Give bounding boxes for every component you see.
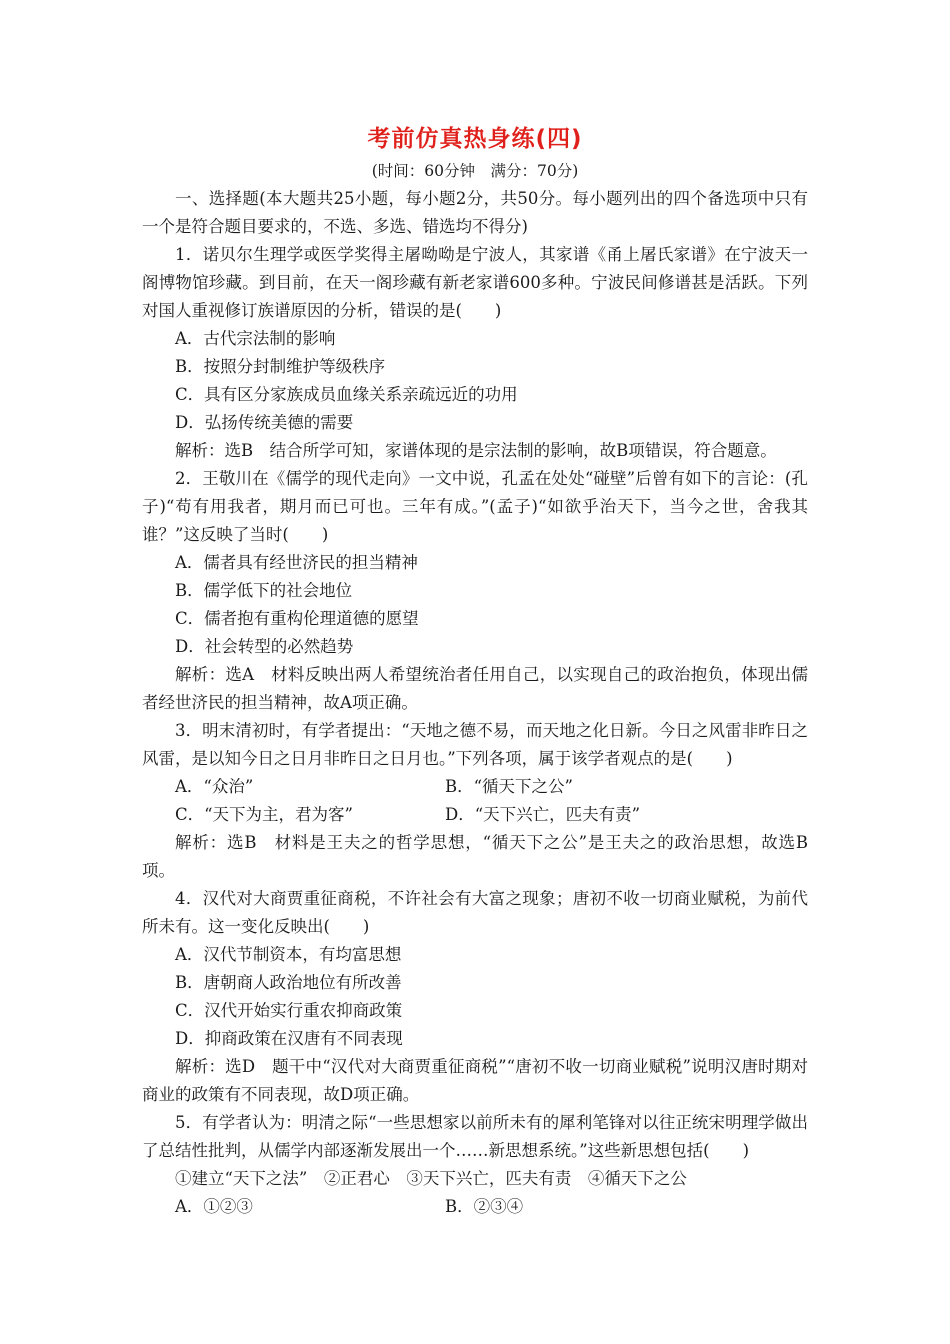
- question-2-option-a: A．儒者具有经世济民的担当精神: [175, 553, 418, 572]
- question-4-option-c: C．汉代开始实行重农抑商政策: [175, 1001, 403, 1020]
- question-3-analysis: 解析：选B 材料是王夫之的哲学思想，“循天下之公”是王夫之的政治思想，故选B项。: [142, 833, 808, 880]
- question-4-option-b: B．唐朝商人政治地位有所改善: [175, 973, 402, 992]
- question-1-option-c: C．具有区分家族成员血缘关系亲疏远近的功用: [175, 385, 518, 404]
- question-3-option-d: D．“天下兴亡，匹夫有责”: [445, 805, 641, 824]
- question-2-option-b: B．儒学低下的社会地位: [175, 581, 353, 600]
- question-2-option-c: C．儒者抱有重构伦理道德的愿望: [175, 609, 419, 628]
- question-4-option-a: A．汉代节制资本，有均富思想: [175, 945, 402, 964]
- section-heading: 一、选择题(本大题共25小题，每小题2分，共50分。每小题列出的四个备选项中只有一个是符合题目要求的，不选、多选、错选均不得分): [142, 189, 808, 236]
- question-5-option-b: B．②③④: [445, 1197, 524, 1216]
- question-4-option-d: D．抑商政策在汉唐有不同表现: [175, 1029, 403, 1048]
- question-1-analysis: 解析：选B 结合所学可知，家谱体现的是宗法制的影响，故B项错误，符合题意。: [175, 441, 777, 460]
- document-body: [142, 185, 808, 1221]
- question-2-stem: 2．王敬川在《儒学的现代走向》一文中说，孔孟在处处“碰壁”后曾有如下的言论：(孔子)“苟有用我者，期月而已可也。三年有成。”(孟子)“如欲乎治天下，当今之世，舍我其谁？”这反映了当时( ): [142, 469, 808, 544]
- question-4-stem: 4．汉代对大商贾重征商税，不许社会有大富之现象；唐初不收一切商业赋税，为前代所未有。这一变化反映出( ): [142, 889, 808, 936]
- question-5-options-row-1: [142, 1193, 808, 1221]
- question-5-items: ①建立“天下之法” ②正君心 ③天下兴亡，匹夫有责 ④循天下之公: [175, 1169, 687, 1188]
- question-2-analysis: 解析：选A 材料反映出两人希望统治者任用自己，以实现自己的政治抱负，体现出儒者经世济民的担当精神，故A项正确。: [142, 665, 808, 712]
- question-2-option-d: D．社会转型的必然趋势: [175, 637, 354, 656]
- question-1-stem: 1．诺贝尔生理学或医学奖得主屠呦呦是宁波人，其家谱《甬上屠氏家谱》在宁波天一阁博物馆珍藏。到目前，在天一阁珍藏有新老家谱600多种。宁波民间修谱甚是活跃。下列对国人重视修订族谱原因的分析，错误的是( ): [142, 245, 808, 320]
- page-subtitle: (时间：60分钟 满分：70分): [371, 162, 579, 180]
- question-3-option-c: C．“天下为主，君为客”: [175, 805, 353, 824]
- question-1-option-b: B．按照分封制维护等级秩序: [175, 357, 386, 376]
- question-1-option-a: A．古代宗法制的影响: [175, 329, 336, 348]
- question-5-stem: 5．有学者认为：明清之际“一些思想家以前所未有的犀利笔锋对以往正统宋明理学做出了总结性批判，从儒学内部逐渐发展出一个……新思想系统。”这些新思想包括( ): [142, 1113, 808, 1160]
- question-5-option-a: A．①②③: [175, 1197, 253, 1216]
- question-3-option-b: B．“循天下之公”: [445, 777, 573, 796]
- question-3-option-a: A．“众治”: [175, 777, 254, 796]
- page-title: 考前仿真热身练(四): [367, 126, 583, 152]
- question-3-options-row-1: [142, 773, 808, 801]
- question-3-options-row-2: [142, 801, 808, 829]
- question-4-analysis: 解析：选D 题干中“汉代对大商贾重征商税”“唐初不收一切商业赋税”说明汉唐时期对商业的政策有不同表现，故D项正确。: [142, 1057, 808, 1104]
- question-3-stem: 3．明末清初时，有学者提出：“天地之德不易，而天地之化日新。今日之风雷非昨日之风雷，是以知今日之日月非昨日之日月也。”下列各项，属于该学者观点的是( ): [142, 721, 808, 768]
- question-1-option-d: D．弘扬传统美德的需要: [175, 413, 354, 432]
